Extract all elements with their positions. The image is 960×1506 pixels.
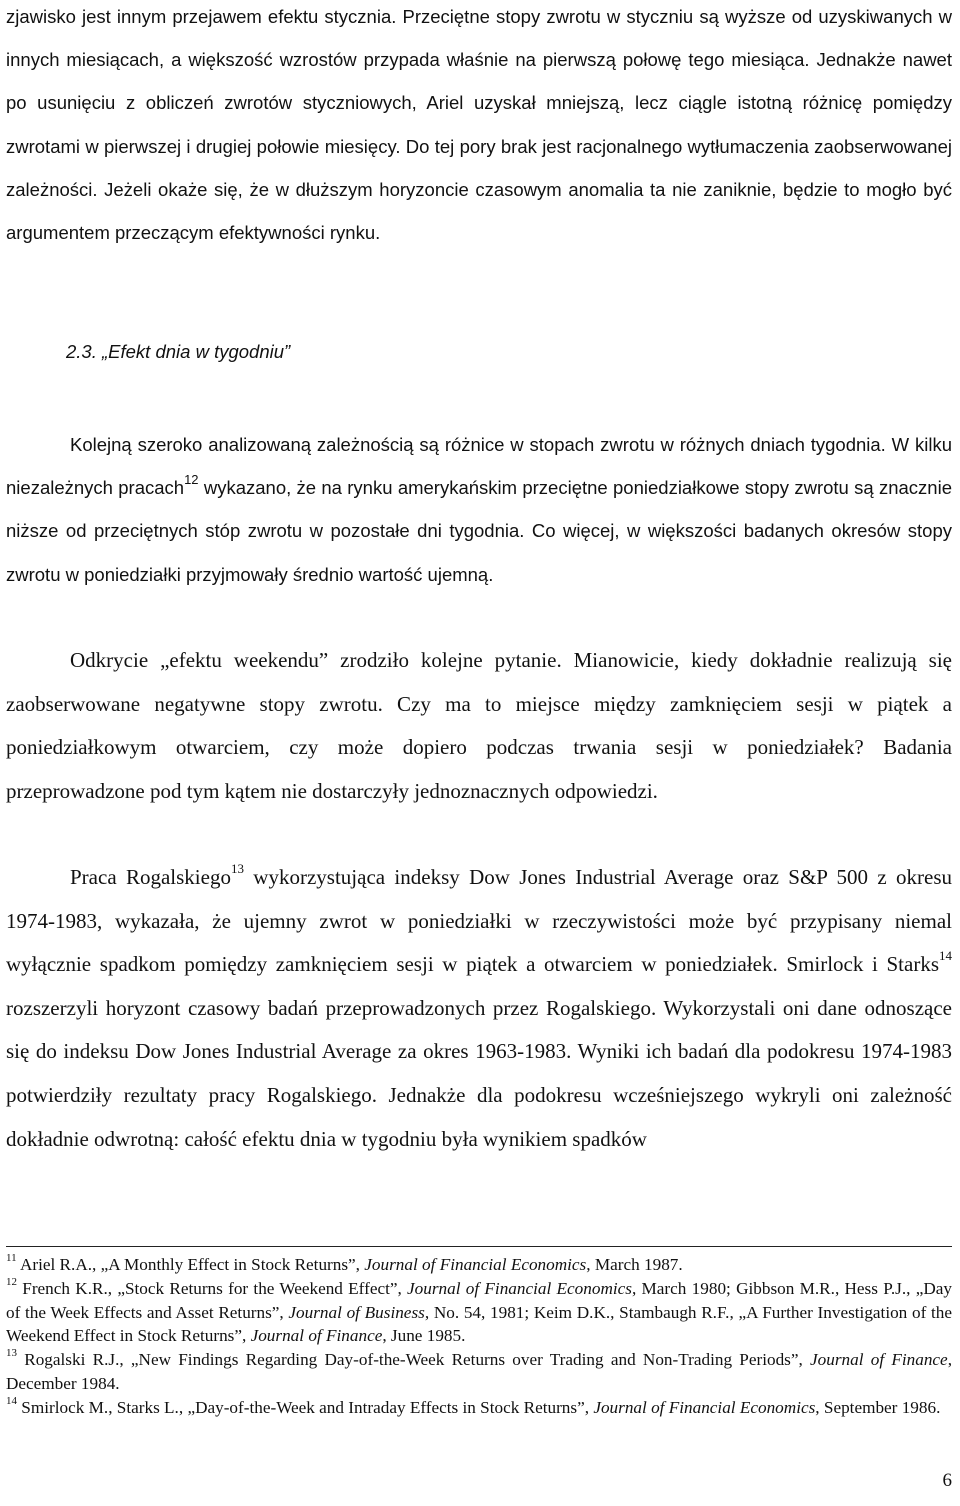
body-text: [6, 423, 952, 596]
section-heading: [66, 341, 290, 363]
footnote-ref-13[interactable]: 13: [230, 861, 244, 876]
footnote-11: $^{11}$ Ariel R.A., „A Monthly Effect in Stock Returns”, Journal of Financial Economics, March 1987.: [6, 1252, 683, 1274]
footnote-12: $^{12}$ French K.R., „Stock Returns for the Weekend Effect”, Journal of Financial Economics, March 1980; Gibbson M.R., Hess P.J., „Day of the Week Effects and Asset Returns”, Journal of Business, No. 54, 1981; Keim D.K., Stambaugh R.F., „A Further Investigation of the Weekend Effect in Stock Returns”, Journal of Finance, June 1985.: [6, 1276, 952, 1346]
intro-paragraph: zjawisko jest innym przejawem efektu stycznia. Przeciętne stopy zwrotu w styczniu są wyższe od uzyskiwanych w innych miesiącach, a większość wzrostów przypada właśnie na pierwszą połowę tego miesiąca. Jednakże nawet po usunięciu z obliczeń zwrotów styczniowych, Ariel uzyskał mniejszą, lecz ciągle istotną różnicę pomiędzy zwrotami w pierwszej i drugiej połowie miesięcy. Do tej pory brak jest racjonalnego wytłumaczenia zaobserwowanej zależności. Jeżeli okaże się, że w dłuższym horyzoncie czasowym anomalia ta nie zaniknie, będzie to mogło być argumentem przeczącym efektywności rynku.: [6, 6, 952, 244]
footnote-13: $^{13}$ Rogalski R.J., „New Findings Regarding Day-of-the-Week Returns over Trading and Non-Trading Periods”, Journal of Finance, December 1984.: [6, 1347, 952, 1393]
section-title: „Efekt dnia w tygodniu”: [102, 341, 291, 362]
page-number: 6: [942, 1470, 952, 1491]
body-text-3: [6, 856, 952, 1161]
footnote-divider: [6, 1246, 952, 1247]
footnote-ref-14[interactable]: 14: [939, 948, 952, 964]
paragraph-weekday: Kolejną szeroko analizowaną zależnością są różnice w stopach zwrotu w różnych dniach tygodnia. W kilku niezależnych pracach$^{12}$ wykazano, że na rynku amerykańskim przeciętne poniedziałkowe stopy zwrotu są znacznie niższe od przeciętnych stóp zwrotu w pozostałe dni tygodnia. Co więcej, w większości badanych okresów stopy zwrotu w poniedziałki przyjmowały średnio wartość ujemną.: [6, 434, 952, 585]
footnotes: [6, 1253, 952, 1420]
paragraph-weekend-effect: Odkrycie „efektu weekendu” zrodziło kolejne pytanie. Mianowicie, kiedy dokładnie realizują się zaobserwowane negatywne stopy zwrotu. Czy ma to miejsce między zamknięciem sesji w piątek a poniedziałkowym otwarciem, czy może dopiero podczas trwania sesji w poniedziałek? Badania przeprowadzone pod tym kątem nie dostarczyły jednoznacznych odpowiedzi.: [6, 648, 952, 803]
section-number: 2.3.: [66, 341, 97, 362]
body-text-2: [6, 639, 952, 813]
footnote-ref-12[interactable]: 12: [184, 472, 199, 488]
paragraph-rogalski: Praca Rogalskiego$^{13}$ wykorzystująca indeksy Dow Jones Industrial Average oraz S&P 500 z okresu 1974-1983, wykazała, że ujemny zwrot w poniedziałki w rzeczywistości może być przypisany niemal wyłącznie spadkom pomiędzy zamknięciem sesji w piątek a otwarciem w poniedziałek. Smirlock i Starks$^{14}$ rozszerzyli horyzont czasowy badań przeprowadzonych przez Rogalskiego. Wykorzystali oni dane odnoszące się do indeksu Dow Jones Industrial Average za okres 1963-1983. Wyniki ich badań dla podokresu 1974-1983 potwierdziły rezultaty pracy Rogalskiego. Jednakże dla podokresu wcześniejszego wykryli oni zależność dokładnie odwrotną: całość efektu dnia w tygodniu była wynikiem spadków: [6, 861, 952, 1151]
footnote-14: $^{14}$ Smirlock M., Starks L., „Day-of-the-Week and Intraday Effects in Stock Returns”, Journal of Financial Economics, September 1986.: [6, 1395, 941, 1417]
